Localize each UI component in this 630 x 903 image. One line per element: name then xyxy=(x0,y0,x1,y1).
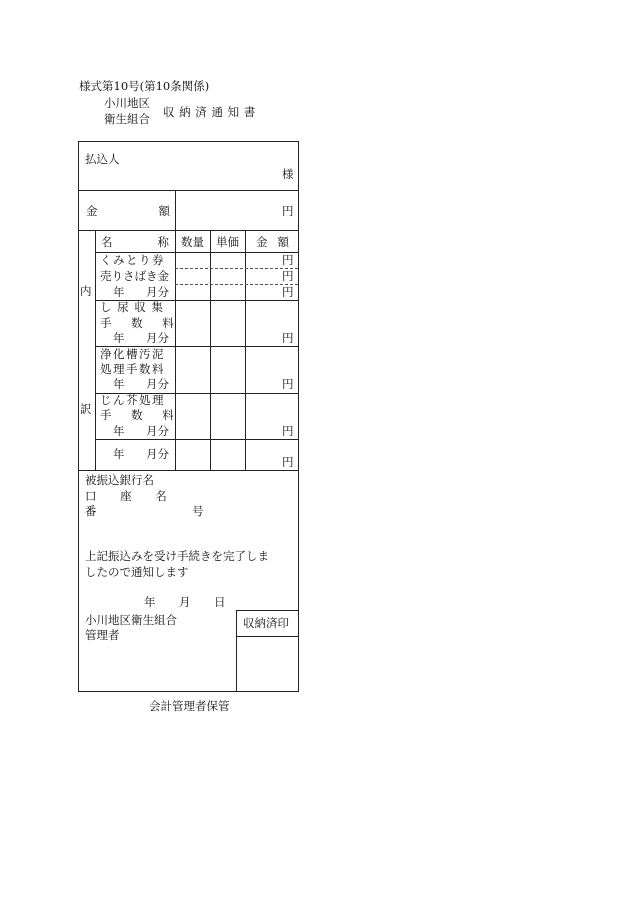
footer-note: 会計管理者保管 xyxy=(149,699,230,713)
row4-month: 月分 xyxy=(146,424,169,438)
payer-suffix: 様 xyxy=(282,167,294,181)
row3-line2: 処理手数料 xyxy=(100,362,165,376)
breakdown-side-label-top: 内 xyxy=(80,284,92,298)
row1-unit1: 円 xyxy=(282,253,294,267)
administrator-org: 小川地区衛生組合 xyxy=(85,613,177,627)
row5-unit: 円 xyxy=(282,455,294,469)
row2-month: 月分 xyxy=(146,331,169,345)
header-name: 名 称 xyxy=(101,235,169,249)
row1-line1: くみとり券 xyxy=(100,253,165,267)
row3-line1: 浄化槽汚泥 xyxy=(100,347,165,361)
issuer-line1: 小川地区 xyxy=(104,96,150,110)
row2-unit: 円 xyxy=(282,331,294,345)
stamp-area xyxy=(237,637,298,691)
date-day: 日 xyxy=(214,595,226,609)
issuer-line2: 衛生組合 xyxy=(104,112,150,126)
stamp-label: 収納済印 xyxy=(243,616,289,630)
account-name-label: 口 座 名 xyxy=(85,489,177,503)
row3-year: 年 xyxy=(113,377,125,391)
row2-line2: 手 数 料 xyxy=(100,316,182,330)
amount-unit: 円 xyxy=(282,204,294,218)
row5-year: 年 xyxy=(113,447,125,461)
row4-line1: じん芥処理 xyxy=(100,393,165,407)
row2-year: 年 xyxy=(113,331,125,345)
payer-label: 払込人 xyxy=(85,152,120,166)
form-number: 様式第10号(第10条関係) xyxy=(79,79,210,93)
notice-line2: したので通知します xyxy=(85,565,189,579)
document-title: 収 納 済 通 知 書 xyxy=(163,105,256,119)
row5-month: 月分 xyxy=(146,447,169,461)
breakdown-side-label-bottom: 訳 xyxy=(80,402,92,416)
row3-month: 月分 xyxy=(146,377,169,391)
row4-unit: 円 xyxy=(282,424,294,438)
row2-line1: し 尿 収 集 xyxy=(100,300,164,314)
date-month: 月 xyxy=(179,595,191,609)
row4-year: 年 xyxy=(113,424,125,438)
row1-unit2: 円 xyxy=(282,269,294,283)
row3-unit: 円 xyxy=(282,377,294,391)
notice-line1: 上記振込みを受け手続きを完了しま xyxy=(85,549,269,563)
date-year: 年 xyxy=(144,595,156,609)
bank-name-label: 被振込銀行名 xyxy=(85,473,154,487)
row1-month: 月分 xyxy=(146,285,169,299)
account-number-label: 番 号 xyxy=(85,504,250,518)
amount-label: 金 額 xyxy=(86,204,170,218)
row4-line2: 手 数 料 xyxy=(100,408,182,422)
header-quantity: 数量 xyxy=(181,235,204,249)
row1-line2: 売りさばき金 xyxy=(100,269,169,283)
administrator-title: 管理者 xyxy=(85,628,120,642)
header-amount: 金 額 xyxy=(256,235,289,249)
row1-year: 年 xyxy=(113,285,125,299)
row1-unit3: 円 xyxy=(282,285,294,299)
header-unit-price: 単価 xyxy=(216,235,239,249)
